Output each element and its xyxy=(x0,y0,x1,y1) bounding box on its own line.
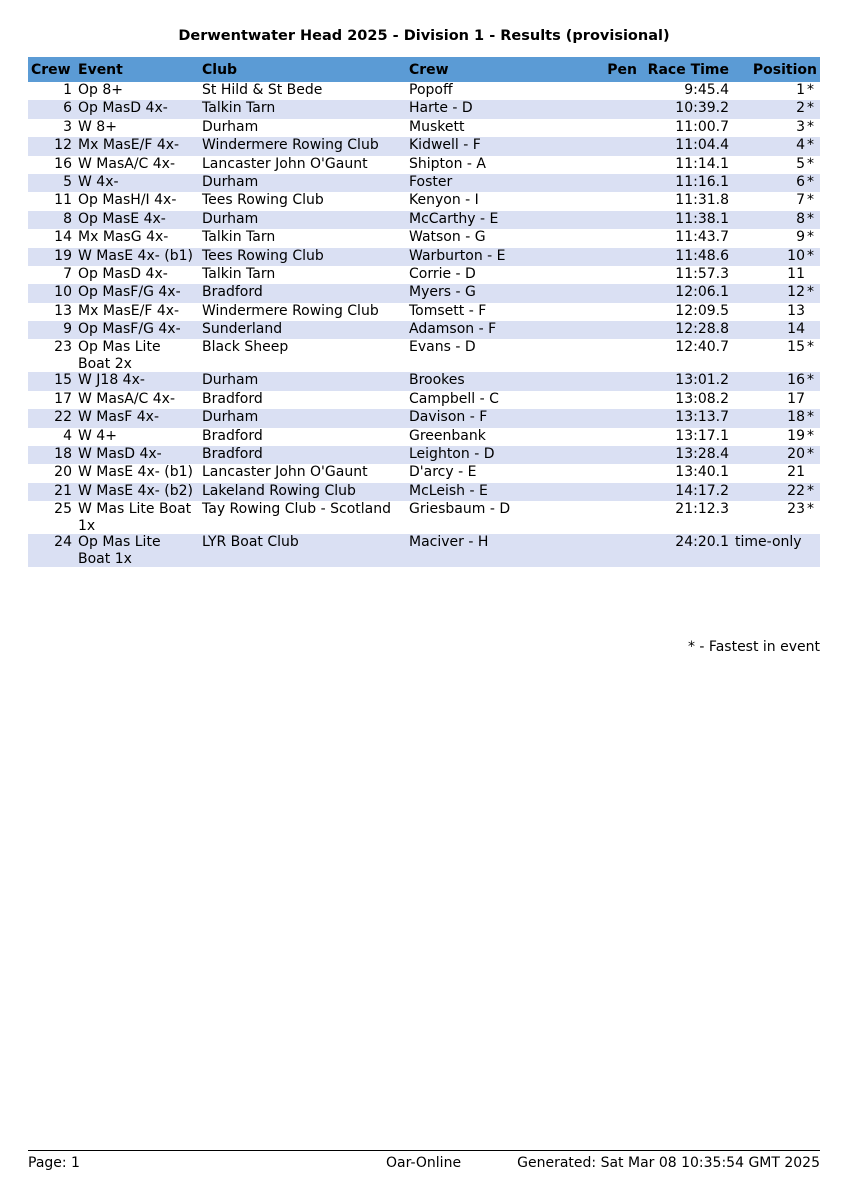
penalty xyxy=(576,100,640,118)
crew-name: Brookes xyxy=(406,372,576,390)
position xyxy=(732,464,820,482)
crew-name: Watson - G xyxy=(409,229,486,246)
position xyxy=(732,284,820,302)
crew-number: 17 xyxy=(54,390,72,407)
penalty xyxy=(576,446,640,464)
col-header-pen: Pen xyxy=(576,57,640,82)
position-value: 1 xyxy=(796,82,805,98)
event: Op MasF/G 4x- xyxy=(75,321,199,339)
position-value: 16 xyxy=(787,372,805,389)
race-time: 21:12.3 xyxy=(675,501,729,518)
table-row xyxy=(28,321,820,339)
table-row xyxy=(28,266,820,284)
penalty xyxy=(576,534,640,567)
club: Durham xyxy=(202,118,259,135)
position xyxy=(732,339,820,372)
club: LYR Boat Club xyxy=(199,534,406,567)
club: Tees Rowing Club xyxy=(202,192,324,209)
fastest-marker: * xyxy=(807,284,814,301)
table-row xyxy=(28,100,820,118)
club: Tay Rowing Club - Scotland xyxy=(202,501,392,518)
crew-name: Kidwell - F xyxy=(406,137,576,155)
event: W MasE 4x- (b2) xyxy=(75,483,199,501)
race-time: 11:00.7 xyxy=(675,118,729,135)
club: Bradford xyxy=(202,427,263,444)
crew-name: Popoff xyxy=(409,82,453,98)
position-value: 20 xyxy=(787,446,805,463)
crew-name: Warburton - E xyxy=(406,248,576,266)
club: Durham xyxy=(199,211,406,229)
club: Lakeland Rowing Club xyxy=(199,483,406,501)
crew-number: 21 xyxy=(28,483,75,501)
club: Durham xyxy=(199,409,406,427)
header-row xyxy=(28,57,820,82)
table-row xyxy=(28,409,820,427)
race-time: 24:20.1 xyxy=(640,534,732,567)
race-time: 11:14.1 xyxy=(675,155,729,172)
event: W 4x- xyxy=(75,174,199,192)
penalty xyxy=(576,266,640,284)
crew-number: 25 xyxy=(54,501,72,518)
crew-name: McCarthy - E xyxy=(406,211,576,229)
col-header-crew: Crew xyxy=(28,57,75,82)
crew-name: Campbell - C xyxy=(409,390,499,407)
table-row xyxy=(28,483,820,501)
crew-number: 5 xyxy=(28,174,75,192)
club: Tees Rowing Club xyxy=(199,248,406,266)
generated-timestamp: Generated: Sat Mar 08 10:35:54 GMT 2025 xyxy=(517,1155,820,1171)
club: St Hild & St Bede xyxy=(202,82,323,98)
position xyxy=(732,156,820,174)
fastest-note: * - Fastest in event xyxy=(687,639,820,655)
penalty xyxy=(576,303,640,321)
fastest-marker: * xyxy=(807,173,814,190)
crew-name: McLeish - E xyxy=(406,483,576,501)
fastest-marker: * xyxy=(807,155,814,172)
race-time: 12:28.8 xyxy=(640,321,732,339)
club: Lancaster John O'Gaunt xyxy=(202,464,368,481)
position xyxy=(732,483,820,501)
race-time: 11:31.8 xyxy=(675,192,729,209)
crew-name: Adamson - F xyxy=(406,321,576,339)
position xyxy=(732,391,820,409)
crew-number: 3 xyxy=(63,118,72,135)
position-value: 10 xyxy=(787,247,805,264)
fastest-marker: * xyxy=(807,118,814,135)
race-time: 11:16.1 xyxy=(640,174,732,192)
club: Durham xyxy=(199,372,406,390)
crew-number: 18 xyxy=(28,446,75,464)
source-label: Oar-Online xyxy=(386,1155,462,1171)
event: Op MasE 4x- xyxy=(75,211,199,229)
table-row xyxy=(28,303,820,321)
fastest-marker: * xyxy=(807,482,814,499)
crew-number: 6 xyxy=(28,100,75,118)
penalty xyxy=(576,156,640,174)
position xyxy=(732,248,820,266)
race-time: 9:45.4 xyxy=(684,82,729,98)
crew-number: 24 xyxy=(28,534,75,567)
event: W MasA/C 4x- xyxy=(78,390,176,407)
position xyxy=(732,82,820,100)
position-value: 22 xyxy=(787,482,805,499)
crew-name: Shipton - A xyxy=(409,155,486,172)
fastest-marker: * xyxy=(807,82,814,98)
event: W 4+ xyxy=(78,427,117,444)
fastest-marker: * xyxy=(807,137,814,154)
penalty xyxy=(576,174,640,192)
crew-number: 8 xyxy=(28,211,75,229)
penalty xyxy=(576,248,640,266)
table-row xyxy=(28,119,820,137)
position-value: 6 xyxy=(796,173,805,190)
event: Op Mas Lite Boat 1x xyxy=(75,534,199,567)
crew-name: Foster xyxy=(406,174,576,192)
fastest-marker: * xyxy=(807,100,814,117)
position-value: 2 xyxy=(796,100,805,117)
event: Op MasF/G 4x- xyxy=(75,284,199,302)
table-row xyxy=(28,501,820,534)
event: W MasD 4x- xyxy=(75,446,199,464)
fastest-marker: * xyxy=(807,427,814,444)
event: Op MasD 4x- xyxy=(78,265,168,282)
position-value: 15 xyxy=(787,339,805,356)
event: W 8+ xyxy=(78,118,117,135)
fastest-marker: * xyxy=(807,409,814,426)
crew-name: D'arcy - E xyxy=(409,464,477,481)
fastest-marker: * xyxy=(807,501,814,518)
crew-number: 10 xyxy=(28,284,75,302)
penalty xyxy=(576,211,640,229)
crew-number: 12 xyxy=(28,137,75,155)
event: W MasE 4x- (b1) xyxy=(75,248,199,266)
crew-number: 20 xyxy=(54,464,72,481)
position-value: 9 xyxy=(796,229,805,246)
fastest-marker: * xyxy=(807,446,814,463)
position-value: 17 xyxy=(787,390,805,407)
race-time: 12:09.5 xyxy=(675,302,729,319)
crew-name: Harte - D xyxy=(406,100,576,118)
event: Op MasH/I 4x- xyxy=(78,192,177,209)
position-value: 18 xyxy=(787,409,805,426)
event: W MasA/C 4x- xyxy=(78,155,176,172)
penalty xyxy=(576,192,640,210)
penalty xyxy=(576,483,640,501)
position xyxy=(732,192,820,210)
crew-number: 1 xyxy=(63,82,72,98)
penalty xyxy=(576,409,640,427)
race-time: 13:13.7 xyxy=(640,409,732,427)
fastest-marker: * xyxy=(807,372,814,389)
penalty xyxy=(576,82,640,100)
club: Black Sheep xyxy=(202,339,289,356)
club: Bradford xyxy=(199,446,406,464)
club: Bradford xyxy=(199,284,406,302)
crew-name: Corrie - D xyxy=(409,265,476,282)
club: Talkin Tarn xyxy=(199,100,406,118)
event: W Mas Lite Boat 1x xyxy=(78,501,192,534)
position xyxy=(732,501,820,534)
event: Mx MasG 4x- xyxy=(78,229,169,246)
fastest-marker: * xyxy=(807,229,814,246)
position xyxy=(732,303,820,321)
table-row xyxy=(28,464,820,482)
position-value: 11 xyxy=(787,265,805,282)
race-time: 13:40.1 xyxy=(675,464,729,481)
page-title: Derwentwater Head 2025 - Division 1 - Results (provisional) xyxy=(178,28,670,44)
position-value: 14 xyxy=(787,321,805,338)
event: Op MasD 4x- xyxy=(75,100,199,118)
crew-name: Leighton - D xyxy=(406,446,576,464)
table-row xyxy=(28,391,820,409)
table-row xyxy=(28,534,820,567)
position xyxy=(732,409,820,427)
race-time: 12:40.7 xyxy=(675,339,729,356)
col-header-club: Club xyxy=(199,57,406,82)
table-row xyxy=(28,229,820,247)
col-header-position: Position xyxy=(732,57,820,82)
crew-name: Myers - G xyxy=(406,284,576,302)
club: Talkin Tarn xyxy=(202,229,276,246)
race-time: 11:38.1 xyxy=(640,211,732,229)
table-row xyxy=(28,372,820,390)
penalty xyxy=(576,229,640,247)
event: Mx MasE/F 4x- xyxy=(75,137,199,155)
position xyxy=(732,266,820,284)
col-header-race-time: Race Time xyxy=(640,57,732,82)
event: W MasF 4x- xyxy=(75,409,199,427)
results-table xyxy=(28,57,820,567)
club: Lancaster John O'Gaunt xyxy=(202,155,368,172)
crew-name: Greenbank xyxy=(409,427,486,444)
position xyxy=(732,119,820,137)
position xyxy=(732,534,820,567)
position xyxy=(732,446,820,464)
event: Mx MasE/F 4x- xyxy=(78,302,180,319)
race-time: 13:28.4 xyxy=(640,446,732,464)
crew-number: 16 xyxy=(54,155,72,172)
club: Talkin Tarn xyxy=(202,265,276,282)
race-time: 14:17.2 xyxy=(640,483,732,501)
race-time: 12:06.1 xyxy=(640,284,732,302)
table-row xyxy=(28,446,820,464)
table-row xyxy=(28,428,820,446)
race-time: 11:48.6 xyxy=(640,248,732,266)
penalty xyxy=(576,391,640,409)
club: Bradford xyxy=(202,390,263,407)
position xyxy=(732,137,820,155)
penalty xyxy=(576,119,640,137)
crew-name: Tomsett - F xyxy=(409,302,487,319)
footer-divider xyxy=(28,1150,820,1151)
penalty xyxy=(576,372,640,390)
page-number: Page: 1 xyxy=(28,1155,80,1171)
event: Op 8+ xyxy=(78,82,123,98)
crew-number: 22 xyxy=(28,409,75,427)
crew-number: 4 xyxy=(63,427,72,444)
race-time: 11:57.3 xyxy=(675,265,729,282)
position xyxy=(732,174,820,192)
crew-name: Evans - D xyxy=(409,339,476,356)
crew-name: Griesbaum - D xyxy=(409,501,511,518)
event: Op Mas Lite Boat 2x xyxy=(78,339,161,372)
position-value: 21 xyxy=(787,464,805,481)
position xyxy=(732,372,820,390)
table-row xyxy=(28,156,820,174)
crew-number: 15 xyxy=(28,372,75,390)
event: W MasE 4x- (b1) xyxy=(78,464,193,481)
race-time: 10:39.2 xyxy=(640,100,732,118)
position xyxy=(732,229,820,247)
position-value: 13 xyxy=(787,302,805,319)
position-value: 7 xyxy=(796,192,805,209)
penalty xyxy=(576,501,640,534)
table-row xyxy=(28,137,820,155)
penalty xyxy=(576,339,640,372)
crew-name: Maciver - H xyxy=(406,534,576,567)
table-row xyxy=(28,192,820,210)
fastest-marker: * xyxy=(807,192,814,209)
table-row xyxy=(28,284,820,302)
position-value: 5 xyxy=(796,155,805,172)
col-header-crew-name: Crew xyxy=(406,57,576,82)
col-header-event: Event xyxy=(75,57,199,82)
penalty xyxy=(576,428,640,446)
penalty xyxy=(576,464,640,482)
position-value: 19 xyxy=(787,427,805,444)
club: Durham xyxy=(199,174,406,192)
position-value: time-only xyxy=(735,534,802,551)
club: Sunderland xyxy=(199,321,406,339)
position xyxy=(732,211,820,229)
event: W J18 4x- xyxy=(75,372,199,390)
position-value: 23 xyxy=(787,501,805,518)
race-time: 13:17.1 xyxy=(675,427,729,444)
results-body xyxy=(28,82,820,567)
crew-number: 9 xyxy=(28,321,75,339)
crew-number: 19 xyxy=(28,248,75,266)
crew-number: 11 xyxy=(54,192,72,209)
race-time: 11:04.4 xyxy=(640,137,732,155)
fastest-marker: * xyxy=(807,210,814,227)
race-time: 13:08.2 xyxy=(675,390,729,407)
race-time: 11:43.7 xyxy=(675,229,729,246)
table-row xyxy=(28,211,820,229)
crew-number: 23 xyxy=(54,339,72,356)
crew-number: 14 xyxy=(54,229,72,246)
crew-name: Kenyon - I xyxy=(409,192,479,209)
position xyxy=(732,321,820,339)
crew-name: Davison - F xyxy=(406,409,576,427)
fastest-marker: * xyxy=(807,247,814,264)
crew-number: 7 xyxy=(63,265,72,282)
club: Windermere Rowing Club xyxy=(199,137,406,155)
table-row xyxy=(28,339,820,372)
position-value: 8 xyxy=(796,210,805,227)
crew-name: Muskett xyxy=(409,118,465,135)
crew-number: 13 xyxy=(54,302,72,319)
position-value: 4 xyxy=(796,137,805,154)
penalty xyxy=(576,137,640,155)
position xyxy=(732,428,820,446)
penalty xyxy=(576,321,640,339)
club: Windermere Rowing Club xyxy=(202,302,379,319)
position xyxy=(732,100,820,118)
table-row xyxy=(28,174,820,192)
table-row xyxy=(28,82,820,100)
fastest-marker: * xyxy=(807,339,814,356)
position-value: 3 xyxy=(796,118,805,135)
penalty xyxy=(576,284,640,302)
table-row xyxy=(28,248,820,266)
position-value: 12 xyxy=(787,284,805,301)
race-time: 13:01.2 xyxy=(640,372,732,390)
